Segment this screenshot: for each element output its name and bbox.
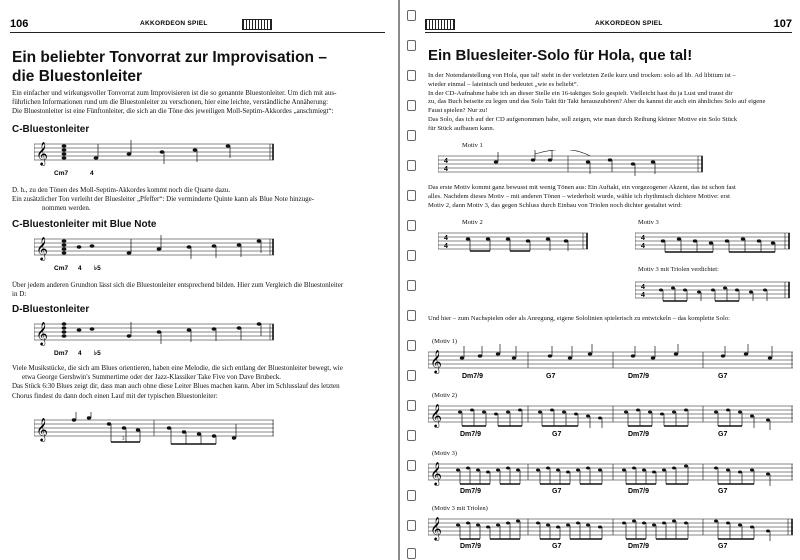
chord-label: Dm7 bbox=[54, 350, 69, 357]
chord-label: G7 bbox=[546, 373, 556, 380]
svg-text:𝄞: 𝄞 bbox=[430, 516, 442, 540]
chord-label: Cm7 bbox=[54, 265, 69, 272]
chord-label: G7 bbox=[718, 373, 728, 380]
solo-row-label: (Motiv 3 mit Triolen) bbox=[432, 505, 488, 512]
chord-label: G7 bbox=[552, 431, 562, 438]
solo-staff-row-2 bbox=[428, 396, 793, 438]
heading-c-blue-note: C-Bluestonleiter mit Blue Note bbox=[12, 219, 157, 230]
svg-text:𝄞: 𝄞 bbox=[36, 236, 48, 260]
running-title-left: AKKORDEON SPIEL bbox=[140, 20, 208, 27]
binding-ring bbox=[407, 340, 416, 351]
binding-ring bbox=[407, 160, 416, 171]
right-header bbox=[425, 18, 792, 33]
chord-label: G7 bbox=[718, 488, 728, 494]
svg-text:4: 4 bbox=[641, 292, 645, 299]
svg-text:4: 4 bbox=[641, 235, 645, 242]
svg-text:4: 4 bbox=[444, 243, 448, 250]
binding-ring bbox=[407, 70, 416, 81]
chord-label: Dm7/9 bbox=[460, 488, 482, 494]
chord-label: Dm7/9 bbox=[460, 431, 482, 438]
solo-staff-row-1 bbox=[428, 342, 793, 380]
svg-text:𝄞: 𝄞 bbox=[36, 417, 48, 441]
chord-label: G7 bbox=[718, 543, 728, 549]
svg-text:4: 4 bbox=[444, 166, 448, 173]
right-paragraph-2: Das erste Motiv kommt ganz bewusst mit wenig Tönen aus: Ein Auftakt, ein vorgezogener Akzent, das ist schon fast alles. Nachdem dieses Motiv – mit anderen Tönen – wiederholt wurde, wähle ich rhythmisch dichtere Motive: erst Motiv 2, dann Motiv 3, das gegen Schluss durch Einbau von Triolen noch dichter gestaltet wird: bbox=[428, 184, 736, 209]
staff-motiv-3 bbox=[635, 227, 790, 257]
right-page-title: Ein Bluesleiter-Solo für Hola, que tal! bbox=[428, 47, 693, 64]
binding-ring bbox=[407, 220, 416, 231]
svg-text:3: 3 bbox=[122, 437, 125, 442]
chord-label: G7 bbox=[718, 431, 728, 438]
binding-ring bbox=[407, 250, 416, 261]
left-page bbox=[0, 0, 398, 560]
svg-text:𝄞: 𝄞 bbox=[36, 141, 48, 165]
chord-label: G7 bbox=[552, 488, 562, 494]
staff-motiv-1 bbox=[438, 150, 703, 180]
solo-staff-row-4 bbox=[428, 509, 793, 549]
binding-ring bbox=[407, 100, 416, 111]
motiv2-label: Motiv 2 bbox=[462, 219, 483, 226]
page-number-right: 107 bbox=[773, 18, 792, 30]
solo-staff-row-3 bbox=[428, 454, 793, 494]
chord-label: Dm7/9 bbox=[462, 373, 484, 380]
chord-label: G7 bbox=[552, 543, 562, 549]
binding-ring bbox=[407, 460, 416, 471]
intro-paragraph: Ein einfacher und wirkungsvoller Tonvorrat zum Improvisieren ist die so genannte Bluestonleiter. Um dich mit aus- führlichen Informationen rund um die Bluestonleiter zu verschonen, hier eine leichte, verständliche Annäherung: Die Bluestonleiter ist eine Fünftonleiter, die sich an die Töne des jeweiligen Moll-Septim-Akkordes „anschmiegt“: bbox=[12, 89, 337, 116]
binding-ring bbox=[407, 280, 416, 291]
heading-c-bluestonleiter: C-Bluestonleiter bbox=[12, 124, 90, 135]
svg-text:𝄞: 𝄞 bbox=[430, 403, 442, 427]
keyboard-icon bbox=[242, 19, 272, 30]
chord-label: Dm7/9 bbox=[460, 543, 482, 549]
binding-ring bbox=[407, 40, 416, 51]
svg-text:𝄞: 𝄞 bbox=[430, 461, 442, 485]
motiv3-label: Motiv 3 bbox=[638, 219, 659, 226]
chord-label: Dm7/9 bbox=[628, 373, 650, 380]
keyboard-icon bbox=[425, 19, 455, 30]
solo-row-label: (Motiv 2) bbox=[432, 392, 458, 399]
binding-ring bbox=[407, 10, 416, 21]
paragraph-2: D. h., zu den Tönen des Moll-Septim-Akkordes kommt noch die Quarte dazu. Ein zusätzlicher Ton verleiht der Bluesleiter „Pfeffer“: Die verminderte Quinte kann als Blue Note hinzuge- nommen werden. bbox=[12, 186, 315, 213]
binding-ring bbox=[407, 490, 416, 501]
staff-motiv-2 bbox=[438, 227, 588, 257]
paragraph-4: Viele Musikstücke, die sich am Blues orientieren, haben eine Melodie, die sich entlang der Bluestonleiter bewegt, wie etwa George Gershwin's Summertime oder der Jazz-Klassiker Take Five von Dave Brubeck. Das Stück 6:30 Blues zeigt dir, dass man auch ohne diese Leiter Blues machen kann. Aber im Schlusslauf des letzten Chorus findest du dann doch einen Lauf mit der typischen Bluestonleiter: bbox=[12, 364, 343, 400]
svg-text:4: 4 bbox=[641, 243, 645, 250]
svg-text:4: 4 bbox=[444, 158, 448, 165]
left-header bbox=[10, 18, 385, 33]
binding-ring bbox=[407, 548, 416, 559]
binding-ring bbox=[407, 430, 416, 441]
svg-text:𝄞: 𝄞 bbox=[430, 349, 442, 373]
staff-c-blues-scale bbox=[34, 138, 274, 182]
binding-ring bbox=[407, 190, 416, 201]
solo-row-label: (Motiv 3) bbox=[432, 450, 458, 457]
chord-label: 4 bbox=[78, 350, 82, 357]
chord-label: Dm7/9 bbox=[628, 431, 650, 438]
binding-ring bbox=[407, 370, 416, 381]
staff-schlusslauf bbox=[34, 412, 274, 452]
svg-text:4: 4 bbox=[641, 284, 645, 291]
chord-label: Dm7/9 bbox=[628, 543, 650, 549]
running-title-right: AKKORDEON SPIEL bbox=[595, 20, 663, 27]
paragraph-3: Über jedem anderen Grundton lässt sich die Bluestonleiter entsprechend bilden. Hier zum Vergleich die Bluestonleiter in D: bbox=[12, 281, 344, 299]
left-page-title bbox=[12, 48, 392, 86]
binding-ring bbox=[407, 400, 416, 411]
binding-ring bbox=[407, 130, 416, 141]
chord-label: ♭5 bbox=[94, 265, 101, 272]
right-paragraph-3: Und hier – zum Nachspielen oder als Anregung, eigene Sololinien spielerisch zu entwickeln – das komplette Solo: bbox=[428, 315, 730, 322]
svg-text:𝄞: 𝄞 bbox=[36, 321, 48, 345]
solo-row-label: (Motiv 1) bbox=[432, 338, 458, 345]
page-number-left: 106 bbox=[10, 18, 29, 30]
binding-ring bbox=[407, 520, 416, 531]
staff-c-blue-note bbox=[34, 233, 274, 277]
right-page bbox=[400, 0, 800, 560]
heading-d-bluestonleiter: D-Bluestonleiter bbox=[12, 304, 90, 315]
title-line-1: Ein beliebter Tonvorrat zur Improvisation – bbox=[12, 49, 327, 66]
chord-label: ♭5 bbox=[94, 350, 101, 357]
motiv3-triolen-label: Motiv 3 mit Triolen verdichtet: bbox=[638, 266, 719, 273]
svg-text:4: 4 bbox=[444, 235, 448, 242]
chord-label: 4 bbox=[90, 170, 94, 177]
right-intro-paragraph: In der Notendarstellung von Hola, que tal! steht in der vorletzten Zeile kurz und trocken: solo ad lib. Ad libitum ist – wieder einmal – lateinisch und bedeutet „wie es beliebt“. In der CD-Aufnahme habe ich an dieser Stelle ein 16-taktiges Solo gespielt. Vielleicht hast du ja Lust und traust dir zu, das Buch beiseite zu legen und das Solo Takt für Takt herauszuhören? Aber du kannst dir auch ein ähnliches Solo auf eigene Faust spielen? Nur zu! Das Solo, das ich auf der CD aufgenommen habe, soll zeigen, wie man durch Reihung kleiner Motive ein Solo Stück für Stück aufbauen kann. bbox=[428, 72, 766, 132]
title-line-2: die Bluestonleiter bbox=[12, 68, 143, 85]
staff-motiv-3-triolen bbox=[635, 276, 790, 306]
chord-label: Cm7 bbox=[54, 170, 69, 177]
chord-label: Dm7/9 bbox=[628, 488, 650, 494]
motiv1-label: Motiv 1 bbox=[462, 142, 483, 149]
chord-label: 4 bbox=[78, 265, 82, 272]
binding-ring bbox=[407, 310, 416, 321]
staff-d-blues-scale bbox=[34, 318, 274, 362]
